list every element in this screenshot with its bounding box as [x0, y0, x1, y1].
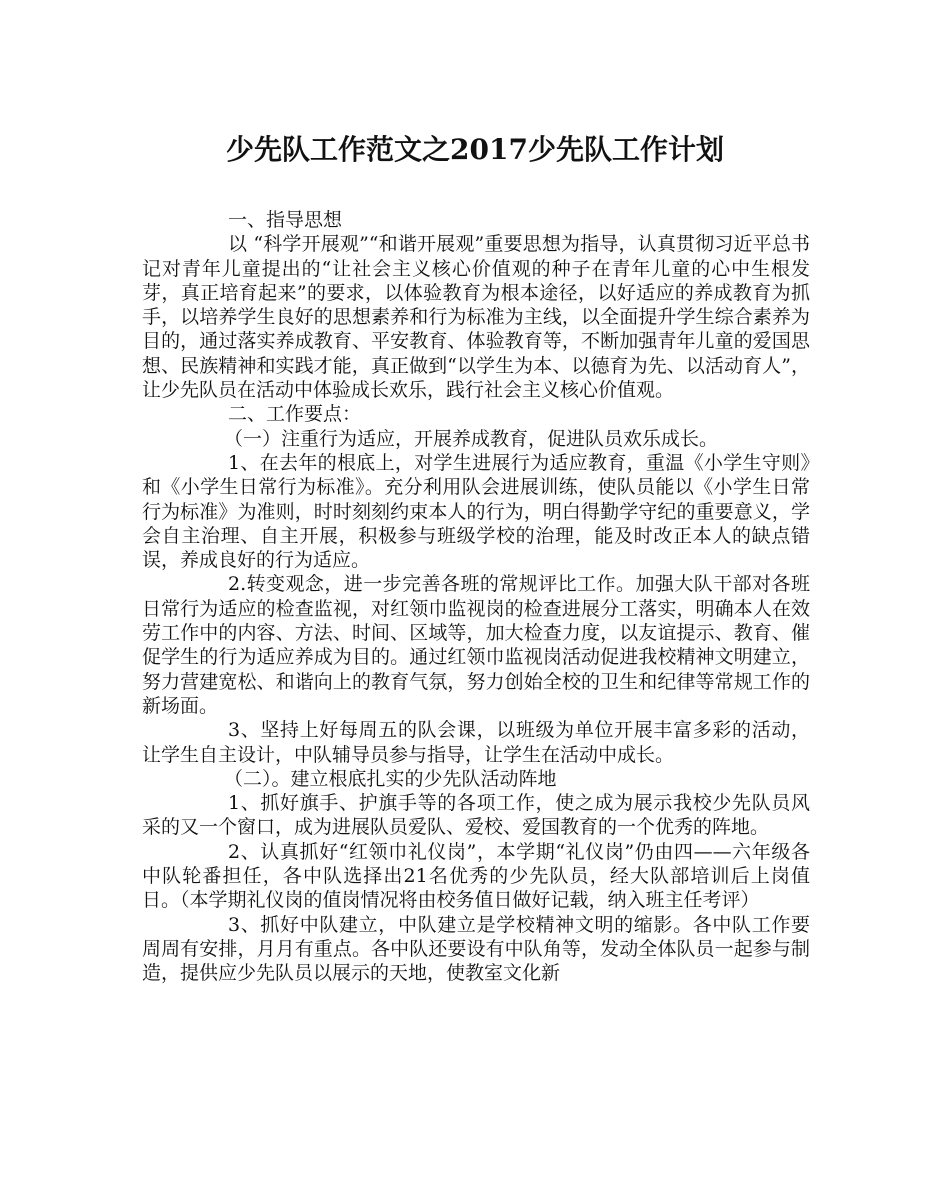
section-heading-guiding-ideology: 一、指导思想 — [228, 209, 343, 231]
subsection-heading-activity-base: （二）。建立根底扎实的少先队活动阵地 — [224, 767, 557, 790]
paragraph-item-1-behavior: 1、在去年的根底上，对学生进展行为适应教育，重温《小学生守则》和《小学生日常行为标准》。充分利用队会进展训练，使队员能以《小学生日常行为标准》为准则，时时刻刻约束本人的行为，明白得勤学守纪的重要意义，学会自主治理、自主开展，积极参与班级学校的治理，能及时改正本人的缺点错误，养成良好的行为适应。 — [142, 451, 810, 572]
subsection-heading-behavior-habits: （一）注重行为适应，开展养成教育，促进队员欢乐成长。 — [224, 427, 719, 450]
section-heading-work-points: 二、工作要点： — [228, 403, 362, 426]
paragraph-item-3-team-meeting: 3、坚持上好每周五的队会课，以班级为单位开展丰富多彩的活动，让学生自主设计，中队辅导员参与指导，让学生在活动中成长。 — [142, 719, 810, 766]
paragraph-item-3-squad-building: 3、抓好中队建立，中队建立是学校精神文明的缩影。各中队工作要周周有安排，月月有重点。各中队还要设有中队角等，发动全体队员一起参与制造，提供应少先队员以展示的天地，使教室文化新 — [142, 913, 810, 985]
paragraph-guiding-ideology: 以 “科学开展观”“和谐开展观”重要思想为指导，认真贯彻习近平总书记对青年儿童提出的“让社会主义核心价值观的种子在青年儿童的心中生根发芽，真正培育起来”的要求，以体验教育为根本途径，以好适应的养成教育为抓手，以培养学生良好的思想素养和行为标准为主线，以全面提升学生综合素养为目的，通过落实养成教育、平安教育、体验教育等，不断加强青年儿童的爱国思想、民族精神和实践才能，真正做到“以学生为本、以德育为先、以活动育人”，让少先队员在活动中体验成长欢乐，践行社会主义核心价值观。 — [142, 233, 810, 402]
document-title: 少先队工作范文之2017少先队工作计划 — [226, 133, 724, 166]
document-body — [142, 208, 810, 986]
paragraph-item-2-inspection: 2.转变观念，进一步完善各班的常规评比工作。加强大队干部对各班日常行为适应的检查监视，对红领巾监视岗的检查进展分工落实，明确本人在效劳工作中的内容、方法、时间、区域等，加大检查力度，以友谊提示、教育、催促学生的行为适应养成为目的。通过红领巾监视岗活动促进我校精神文明建立，努力营建宽松、和谐向上的教育气氛，努力创始全校的卫生和纪律等常规工作的新场面。 — [142, 573, 810, 717]
paragraph-item-2-etiquette-post: 2、认真抓好“红领巾礼仪岗”，本学期“礼仪岗”仍由四——六年级各中队轮番担任，各中队选择出21名优秀的少先队员，经大队部培训后上岗值日。（本学期礼仪岗的值岗情况将由校务值日做好记载，纳入班主任考评） — [142, 840, 810, 912]
paragraph-item-1-flag-bearers: 1、抓好旗手、护旗手等的各项工作，使之成为展示我校少先队员风采的又一个窗口，成为进展队员爱队、爱校、爱国教育的一个优秀的阵地。 — [142, 792, 810, 839]
